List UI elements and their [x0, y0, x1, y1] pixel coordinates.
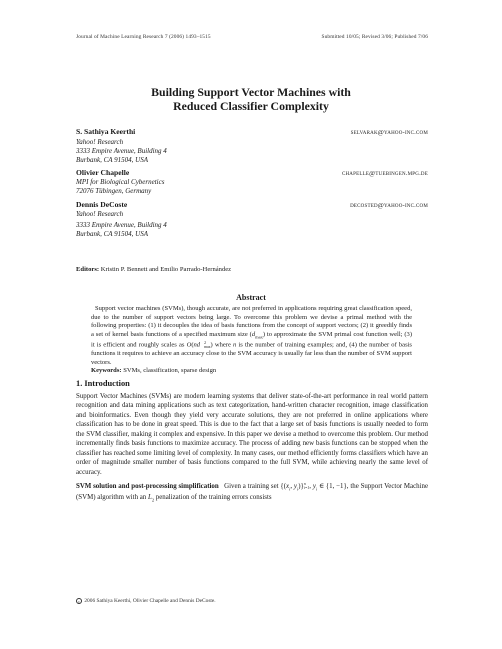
abstract-heading: Abstract	[236, 293, 266, 302]
keywords-line	[91, 367, 412, 376]
author-affiliation	[76, 178, 428, 196]
editors-label: Editors:	[76, 266, 100, 273]
title-line-2: Reduced Classifier Complexity	[173, 99, 329, 113]
author-decoste	[76, 200, 428, 239]
author-block	[76, 127, 428, 242]
copyright-text: 2006 Sathiya Keerthi, Olivier Chapelle and Dennis DeCoste.	[84, 598, 216, 604]
math-paren: (	[191, 341, 194, 349]
math-sub: i	[296, 485, 299, 491]
author-email[interactable]: selvarak@yahoo-inc.com	[350, 129, 428, 136]
affiliation-line: 3333 Empire Avenue, Building 4	[76, 220, 167, 229]
author-keerthi	[76, 127, 428, 165]
math-var: y	[293, 482, 297, 490]
body-text: Given a training set {(	[224, 482, 286, 490]
abstract-text: ) to approximate the SVM primal cost function well; (3) it is efficient and roughly scales as	[91, 330, 412, 349]
math-var: d	[196, 341, 201, 349]
affiliation-line: Yahoo! Research	[76, 210, 124, 219]
body-text: penalization of the training errors consists	[154, 494, 272, 502]
math-var: n	[233, 341, 237, 349]
author-name: Dennis DeCoste	[76, 199, 128, 209]
math-var: n	[193, 341, 197, 349]
body-text: ,	[290, 482, 294, 490]
body-text: )}	[298, 482, 304, 490]
math-var: O	[186, 341, 192, 349]
intro-paragraph	[76, 482, 428, 506]
math-var: y	[312, 482, 316, 490]
author-name: Olivier Chapelle	[76, 167, 130, 177]
copyright-footer	[76, 598, 216, 604]
math-sub: i	[289, 485, 291, 491]
copyright-symbol: c	[76, 598, 82, 604]
affiliation-line: 72076 Tübingen, Germany	[76, 187, 152, 196]
math-var: x	[286, 482, 290, 490]
editors-names: Kristin P. Bennett and Emilio Parrado-Hernández	[100, 266, 232, 273]
author-email[interactable]: decosted@yahoo-inc.com	[350, 201, 428, 209]
author-email[interactable]: chapelle@tuebingen.mpg.de	[341, 169, 428, 177]
abstract-text: where	[212, 341, 234, 349]
affiliation-line: Burbank, CA 91504, USA	[76, 229, 149, 238]
abstract-text: Support vector machines (SVMs), though accurate, are not preferred in applications requiring great classification speed, due to the number of support vectors being large. To overcome this problem we devise a primal method with the following properties: (1) it decouples the idea of basis functions from the concept of support vectors; (2) it greedily finds a set of kernel basis functions of a specified maximum size (	[91, 305, 412, 338]
submission-dates: Submitted 10/05; Revised 3/06; Published 7/06	[321, 34, 428, 40]
abstract-text: is the number of training examples; and, (4) the number of basis functions it requires to achieve an accuracy close to the SVM accuracy is usually far less than the number of SVM support vectors.	[91, 341, 412, 366]
author-chapelle	[76, 168, 428, 197]
section-body	[76, 392, 428, 510]
editors-line	[76, 266, 231, 273]
paragraph-run-in-heading: SVM solution and post-processing simplification	[76, 482, 219, 490]
math-sub: i	[315, 485, 318, 491]
math-sub: max	[204, 345, 211, 350]
abstract-body	[91, 305, 412, 376]
body-text: ,	[309, 482, 313, 490]
keywords-list: SVMs, classification, sparse design	[123, 367, 217, 375]
body-text: ∈ {1, −1}, the Support Vector Machine (SVM) algorithm with an	[76, 482, 428, 502]
section-heading: 1. Introduction	[76, 379, 130, 388]
math-sup: 2	[204, 341, 206, 346]
affiliation-line: 3333 Empire Avenue, Building 4	[76, 146, 167, 155]
author-name: S. Sathiya Keerthi	[76, 127, 136, 136]
running-head	[76, 34, 428, 40]
math-sub: i=1	[303, 486, 310, 490]
math-paren: )	[210, 341, 213, 349]
math-var: d	[251, 330, 256, 338]
intro-paragraph: Support Vector Machines (SVMs) are modern learning systems that deliver state-of-the-art performance in real world pattern recognition and data mining applications such as text categorization, hand-written character recognition, image classification and bioinformatics. Even though they yield very accurate solutions, they are not preferred in online applications where classification has to be done in great speed. This is due to the fact that a large set of basis functions is usually needed to form the SVM classifier, making it complex and expensive. In this paper we devise a method to overcome this problem. Our method incrementally finds basis functions to maximize accuracy. The process of adding new basis functions can be stopped when the classifier has reached some limiting level of complexity. In many cases, our method efficiently forms classifiers which have an order of magnitude smaller number of basis functions compared to the full SVM, while achieving nearly the same level of accuracy.	[76, 393, 428, 476]
affiliation-line: Yahoo! Research	[76, 137, 124, 146]
math-var: L	[147, 494, 152, 502]
author-affiliation	[76, 210, 428, 239]
journal-citation: Journal of Machine Learning Research 7 (2006) 1493–1515	[76, 34, 211, 40]
abstract-paragraph	[91, 305, 412, 367]
math-sub: max	[255, 333, 263, 339]
math-sub: 2	[151, 497, 155, 503]
title-line-1: Building Support Vector Machines with	[151, 85, 351, 99]
author-affiliation	[76, 138, 428, 165]
keywords-label: Keywords:	[91, 367, 122, 375]
math-sup: n	[303, 482, 306, 486]
affiliation-line: MPI for Biological Cybernetics	[76, 178, 165, 187]
paper-title	[0, 85, 502, 113]
affiliation-line: Burbank, CA 91504, USA	[76, 155, 149, 164]
